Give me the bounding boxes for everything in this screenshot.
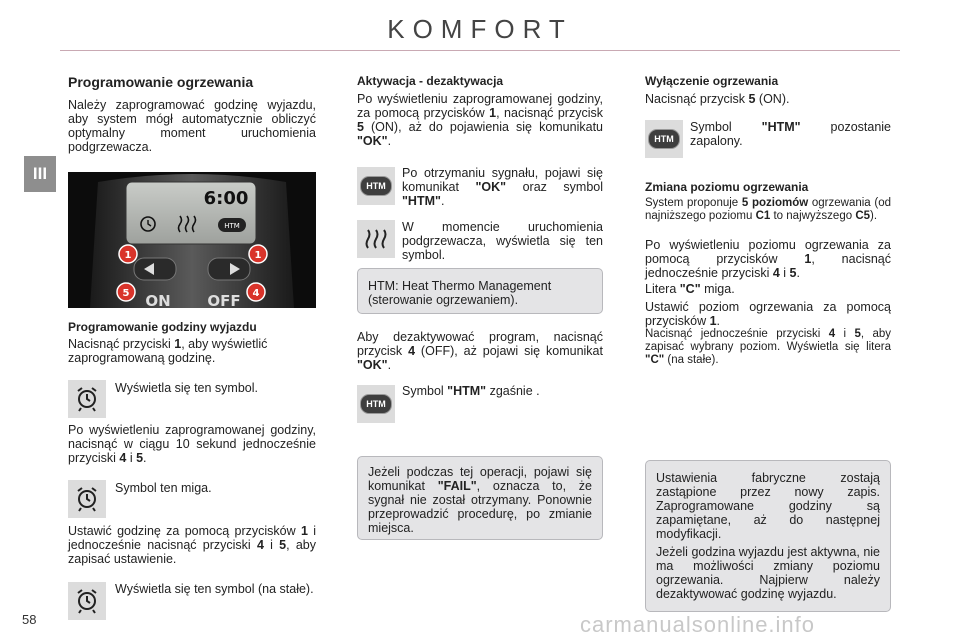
clock-bell-icon — [68, 480, 106, 518]
icon-caption: Symbol ten miga. — [115, 481, 212, 495]
icon-caption: Symbol "HTM" zgaśnie . — [402, 384, 540, 398]
section-heading: Programowanie ogrzewania — [68, 74, 254, 90]
icon-caption: Wyświetla się ten symbol (na stałe). — [115, 582, 314, 596]
lcd-time: 6:00 — [203, 188, 249, 209]
badge-5: 5 — [122, 288, 130, 299]
paragraph: Nacisnąć przycisk 5 (ON). — [645, 92, 790, 106]
info-note — [645, 460, 891, 612]
icon-caption: Symbol "HTM" pozostanie zapalony. — [690, 120, 891, 148]
htm-icon: HTM — [357, 167, 395, 205]
paragraph: Ustawić poziom ogrzewania za pomocą przycisków 1. — [645, 300, 891, 328]
note-text: Jeżeli podczas tej operacji, pojawi się komunikat "FAIL", oznacza to, że sygnał nie został otrzymany. Ponownie przeprowadzić procedurę, po zmianie miejsca. — [368, 465, 592, 535]
paragraph: Ustawić godzinę za pomocą przycisków 1 i jednocześnie nacisnąć przyciski 4 i 5, aby zapisać ustawienie. — [68, 524, 317, 566]
icon-caption: Po otrzymaniu sygnału, pojawi się komunikat "OK" oraz symbol "HTM". — [402, 166, 604, 208]
badge-1-left: 1 — [124, 250, 132, 261]
paragraph: Po wyświetleniu zaprogramowanej godziny, nacisnąć w ciągu 10 sekund jednocześnie przyciski 4 i 5. — [68, 423, 316, 465]
section-heading: Aktywacja - dezaktywacja — [357, 74, 504, 88]
page-title: KOMFORT — [387, 14, 573, 44]
paragraph: Po wyświetleniu zaprogramowanej godziny, za pomocą przycisków 1, nacisnąć przycisk 5 (ON), aż do pojawienia się komunikatu "OK". — [357, 92, 603, 148]
info-note — [357, 268, 603, 314]
subsection-heading: Programowanie godziny wyjazdu — [68, 320, 257, 334]
section-tab: III — [24, 156, 56, 192]
paragraph: System proponuje 5 poziomów ogrzewania (od najniższego poziomu C1 to najwyższego C5). — [645, 197, 892, 222]
warning-note — [357, 456, 603, 540]
heat-waves-icon — [357, 220, 395, 258]
clock-bell-icon — [68, 380, 106, 418]
icon-caption: W momencie uruchomienia podgrzewacza, wyświetla się ten symbol. — [402, 220, 603, 262]
note-text: Jeżeli godzina wyjazdu jest aktywna, nie ma możliwości zmiany poziomu ogrzewania. Najpierw należy dezaktywować godzinę wyjazdu. — [656, 545, 880, 601]
paragraph: Nacisnąć przyciski 1, aby wyświetlić zaprogramowaną godzinę. — [68, 337, 268, 365]
off-button-label: OFF — [207, 292, 241, 308]
paragraph: Litera "C" miga. — [645, 282, 735, 296]
note-text: HTM: Heat Thermo Management (sterowanie ogrzewaniem). — [368, 279, 552, 307]
remote-control-photo — [68, 172, 316, 308]
intro-paragraph: Należy zaprogramować godzinę wyjazdu, aby system mógł automatycznie obliczyć optymalny moment uruchomienia podgrzewacza. — [68, 98, 316, 154]
section-heading: Zmiana poziomu ogrzewania — [645, 180, 809, 194]
paragraph: Po wyświetleniu poziomu ogrzewania za pomocą przycisków 1, nacisnąć jednocześnie przyciski 4 i 5. — [645, 238, 891, 280]
htm-icon: HTM — [645, 120, 683, 158]
clock-bell-icon — [68, 582, 106, 620]
icon-caption: Wyświetla się ten symbol. — [115, 381, 258, 395]
header-divider — [60, 50, 900, 51]
badge-1-right: 1 — [254, 250, 262, 261]
badge-4: 4 — [252, 288, 260, 299]
paragraph: Nacisnąć jednocześnie przyciski 4 i 5, aby zapisać wybrany poziom. Wyświetla się litera "C" (na stałe). — [645, 328, 891, 366]
note-text: Ustawienia fabryczne zostają zastąpione przez nowy zapis. Zaprogramowane godziny są zapamiętane, aż do następnej modyfikacji. — [656, 471, 880, 541]
page-number: 58 — [22, 612, 37, 627]
paragraph: Aby dezaktywować program, nacisnąć przycisk 4 (OFF), aż pojawi się komunikat "OK". — [357, 330, 603, 372]
lcd-htm-symbol: HTM — [224, 222, 240, 230]
remote-control-illustration — [68, 172, 316, 308]
htm-icon: HTM — [357, 385, 395, 423]
on-button-label: ON — [145, 292, 171, 308]
watermark: carmanualsonline.info — [580, 612, 816, 637]
section-heading: Wyłączenie ogrzewania — [645, 74, 779, 88]
